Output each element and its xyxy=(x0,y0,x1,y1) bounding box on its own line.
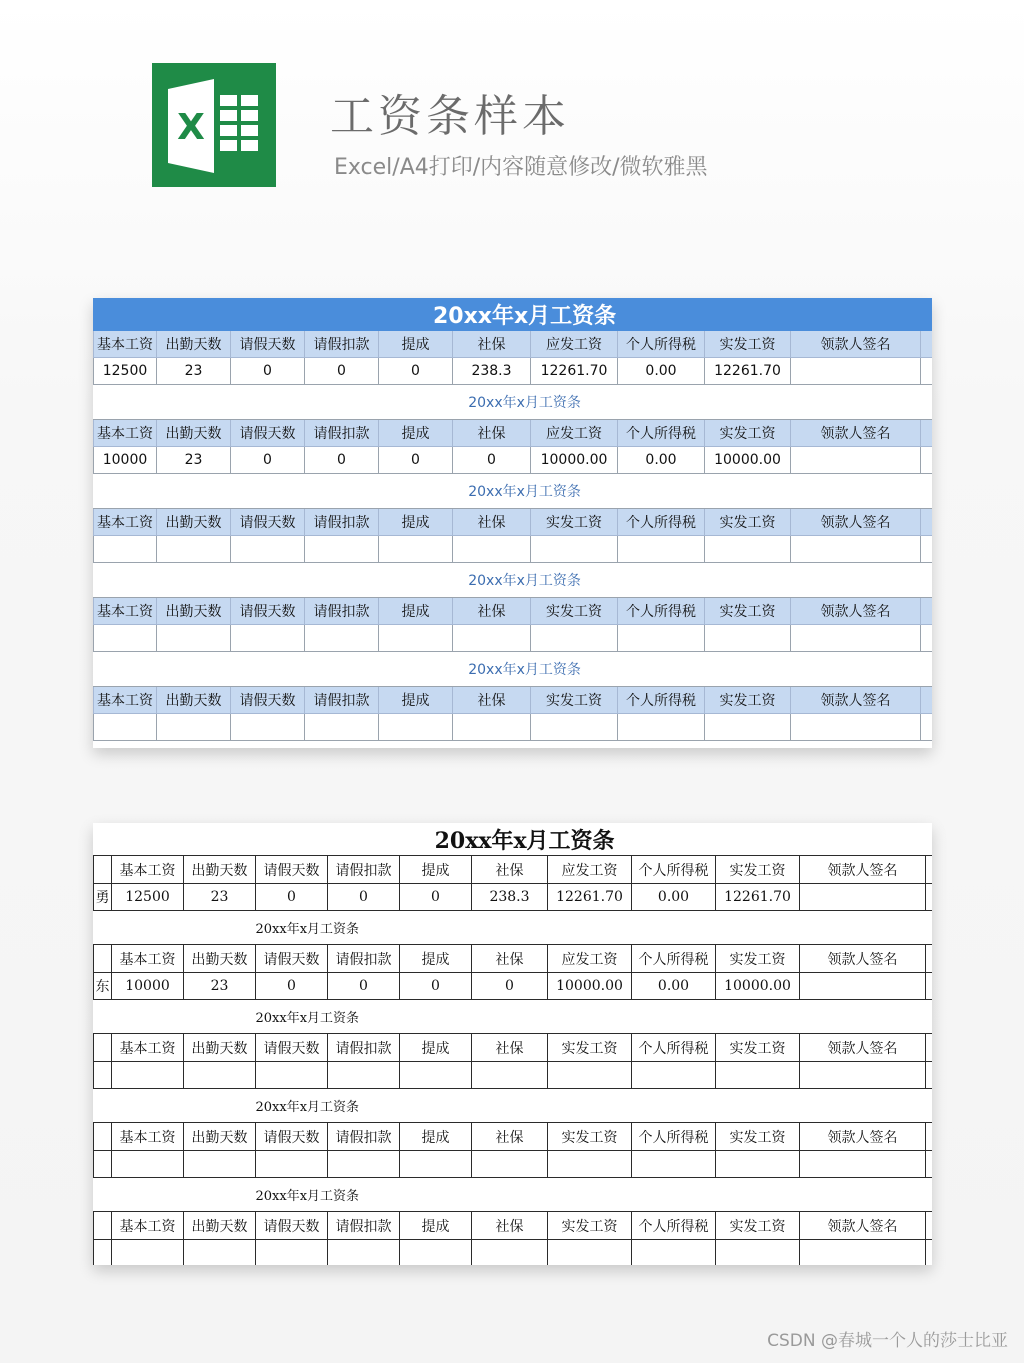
header-cell-empty xyxy=(926,1212,933,1240)
column-header: 个人所得税 xyxy=(618,598,705,625)
column-header: 实发工资 xyxy=(548,1212,632,1240)
data-cell xyxy=(618,714,705,741)
data-cell xyxy=(184,1240,256,1266)
data-cell: 0 xyxy=(400,973,472,1000)
data-cell xyxy=(705,625,791,652)
data-cell: 0.00 xyxy=(618,358,705,385)
column-header: 实发工资 xyxy=(548,1123,632,1151)
data-cell: 10000 xyxy=(112,973,184,1000)
data-cell xyxy=(305,625,379,652)
data-cell xyxy=(400,1151,472,1178)
header-cell-empty xyxy=(921,598,933,625)
column-header: 请假天数 xyxy=(256,1123,328,1151)
data-cell: 10000.00 xyxy=(705,447,791,474)
column-header: 出勤天数 xyxy=(184,1034,256,1062)
header-lead-empty xyxy=(94,856,112,884)
title-spacer xyxy=(94,911,256,945)
column-header: 实发工资 xyxy=(716,1034,800,1062)
column-header: 社保 xyxy=(453,687,531,714)
header-cell-empty xyxy=(921,687,933,714)
payslip-data-row xyxy=(94,358,933,385)
header-lead-empty xyxy=(94,945,112,973)
data-cell xyxy=(400,1240,472,1266)
column-header: 应发工资 xyxy=(548,856,632,884)
data-cell xyxy=(800,1062,926,1089)
column-header: 实发工资 xyxy=(531,509,618,536)
payslip-title-row xyxy=(94,652,933,687)
header-cell-empty xyxy=(926,1034,933,1062)
page-subtitle: Excel/A4打印/内容随意修改/微软雅黑 xyxy=(334,155,708,180)
data-cell: 10000 xyxy=(94,447,157,474)
column-header: 实发工资 xyxy=(705,687,791,714)
column-header: 社保 xyxy=(472,1034,548,1062)
data-cell xyxy=(472,1062,548,1089)
column-header: 请假天数 xyxy=(256,1212,328,1240)
data-cell: 0 xyxy=(328,884,400,911)
data-cell xyxy=(800,1151,926,1178)
payslip-data-row xyxy=(94,1062,933,1089)
column-header: 个人所得税 xyxy=(632,1034,716,1062)
column-header: 基本工资 xyxy=(94,687,157,714)
data-cell: 0 xyxy=(379,358,453,385)
column-header: 请假扣款 xyxy=(305,509,379,536)
payslip-data-row xyxy=(94,973,933,1000)
column-header: 领款人签名 xyxy=(791,420,921,447)
payslip-header-row xyxy=(94,856,933,884)
data-cell xyxy=(94,714,157,741)
column-header: 基本工资 xyxy=(112,856,184,884)
column-header: 社保 xyxy=(472,1123,548,1151)
column-header: 领款人签名 xyxy=(800,1034,926,1062)
data-cell xyxy=(472,1240,548,1266)
payslip-title-row xyxy=(94,1000,933,1034)
column-header: 提成 xyxy=(379,509,453,536)
data-cell-empty xyxy=(926,884,933,911)
data-cell: 10000.00 xyxy=(531,447,618,474)
data-cell xyxy=(328,1062,400,1089)
data-cell-empty xyxy=(926,1240,933,1266)
payslip-title: 20xx年x月工资条 xyxy=(94,563,933,598)
column-header: 社保 xyxy=(453,331,531,358)
column-header: 个人所得税 xyxy=(618,420,705,447)
data-cell xyxy=(328,1240,400,1266)
column-header: 提成 xyxy=(379,331,453,358)
column-header: 领款人签名 xyxy=(791,509,921,536)
data-cell: 0 xyxy=(231,447,305,474)
column-header: 请假扣款 xyxy=(305,331,379,358)
data-cell xyxy=(328,1151,400,1178)
column-header: 实发工资 xyxy=(716,1212,800,1240)
excel-logo-icon xyxy=(152,63,276,187)
header-lead-empty xyxy=(94,1034,112,1062)
name-cell-partial xyxy=(94,1151,112,1178)
payslip-title-row xyxy=(94,563,933,598)
data-cell: 0 xyxy=(400,884,472,911)
column-header: 社保 xyxy=(472,856,548,884)
data-cell: 12261.70 xyxy=(531,358,618,385)
data-cell xyxy=(531,625,618,652)
column-header: 提成 xyxy=(400,1123,472,1151)
payslip-sheet-blue xyxy=(93,298,932,748)
column-header: 提成 xyxy=(379,687,453,714)
column-header: 领款人签名 xyxy=(791,598,921,625)
payslip-header-row xyxy=(94,420,933,447)
payslip-data-row xyxy=(94,714,933,741)
title-spacer xyxy=(94,1089,256,1123)
data-cell: 0 xyxy=(472,973,548,1000)
data-cell xyxy=(256,1240,328,1266)
payslip-header-row xyxy=(94,687,933,714)
data-cell: 0 xyxy=(231,358,305,385)
payslip-title-row xyxy=(94,1178,933,1212)
column-header: 提成 xyxy=(400,1034,472,1062)
payslip-header-row xyxy=(94,945,933,973)
data-cell xyxy=(791,625,921,652)
payslip-title: 20xx年x月工资条 xyxy=(94,652,933,687)
payslip-header-row xyxy=(94,1123,933,1151)
data-cell: 238.3 xyxy=(453,358,531,385)
data-cell: 0 xyxy=(305,358,379,385)
column-header: 出勤天数 xyxy=(184,856,256,884)
data-cell xyxy=(453,625,531,652)
data-cell xyxy=(705,714,791,741)
column-header: 基本工资 xyxy=(94,420,157,447)
data-cell: 0 xyxy=(328,973,400,1000)
column-header: 实发工资 xyxy=(531,598,618,625)
data-cell xyxy=(716,1062,800,1089)
column-header: 社保 xyxy=(472,945,548,973)
payslip-header-row xyxy=(94,331,933,358)
payslip-title: 20xx年x月工资条 xyxy=(256,1000,933,1034)
column-header: 个人所得税 xyxy=(632,1212,716,1240)
column-header: 基本工资 xyxy=(112,945,184,973)
column-header: 应发工资 xyxy=(531,420,618,447)
payslip-title: 20xx年x月工资条 xyxy=(94,474,933,509)
payslip-table-blue xyxy=(93,298,932,741)
column-header: 提成 xyxy=(379,598,453,625)
data-cell xyxy=(632,1240,716,1266)
column-header: 请假天数 xyxy=(256,945,328,973)
data-cell xyxy=(791,536,921,563)
data-cell xyxy=(379,714,453,741)
header-cell-empty xyxy=(921,331,933,358)
watermark: CSDN @春城一个人的莎士比亚 xyxy=(767,1331,1008,1351)
data-cell xyxy=(453,714,531,741)
column-header: 个人所得税 xyxy=(632,856,716,884)
column-header: 基本工资 xyxy=(112,1034,184,1062)
column-header: 社保 xyxy=(453,420,531,447)
data-cell xyxy=(453,536,531,563)
data-cell xyxy=(632,1151,716,1178)
data-cell-empty xyxy=(921,358,933,385)
data-cell xyxy=(94,536,157,563)
column-header: 实发工资 xyxy=(705,509,791,536)
column-header: 请假扣款 xyxy=(305,598,379,625)
data-cell: 0 xyxy=(256,884,328,911)
column-header: 社保 xyxy=(453,509,531,536)
column-header: 基本工资 xyxy=(94,598,157,625)
data-cell xyxy=(256,1151,328,1178)
data-cell xyxy=(548,1240,632,1266)
payslip-data-row xyxy=(94,536,933,563)
column-header: 出勤天数 xyxy=(157,420,231,447)
data-cell-empty xyxy=(921,714,933,741)
data-cell xyxy=(112,1240,184,1266)
payslip-title: 20xx年x月工资条 xyxy=(94,823,933,856)
data-cell xyxy=(157,536,231,563)
data-cell xyxy=(716,1240,800,1266)
column-header: 请假天数 xyxy=(256,856,328,884)
data-cell xyxy=(791,358,921,385)
name-cell-partial: 勇 xyxy=(94,884,112,911)
header-lead-empty xyxy=(94,1212,112,1240)
column-header: 提成 xyxy=(400,945,472,973)
data-cell xyxy=(379,536,453,563)
column-header: 请假扣款 xyxy=(328,1212,400,1240)
payslip-sheet-plain xyxy=(93,823,932,1265)
data-cell xyxy=(112,1151,184,1178)
column-header: 社保 xyxy=(453,598,531,625)
column-header: 实发工资 xyxy=(716,1123,800,1151)
column-header: 领款人签名 xyxy=(800,856,926,884)
data-cell xyxy=(800,973,926,1000)
data-cell: 0.00 xyxy=(618,447,705,474)
column-header: 提成 xyxy=(379,420,453,447)
data-cell: 12261.70 xyxy=(548,884,632,911)
column-header: 请假天数 xyxy=(231,420,305,447)
column-header: 领款人签名 xyxy=(791,331,921,358)
header-cell-empty xyxy=(926,945,933,973)
data-cell-empty xyxy=(921,447,933,474)
data-cell-empty xyxy=(921,536,933,563)
payslip-table-plain xyxy=(93,823,932,1265)
column-header: 实发工资 xyxy=(705,331,791,358)
data-cell: 0 xyxy=(453,447,531,474)
data-cell: 0.00 xyxy=(632,884,716,911)
column-header: 实发工资 xyxy=(548,1034,632,1062)
column-header: 基本工资 xyxy=(112,1123,184,1151)
name-cell-partial: 东 xyxy=(94,973,112,1000)
data-cell: 0 xyxy=(305,447,379,474)
data-cell xyxy=(800,884,926,911)
name-cell-partial xyxy=(94,1240,112,1266)
header-cell-empty xyxy=(926,856,933,884)
data-cell xyxy=(256,1062,328,1089)
data-cell xyxy=(231,625,305,652)
column-header: 实发工资 xyxy=(705,598,791,625)
column-header: 实发工资 xyxy=(705,420,791,447)
payslip-title-row xyxy=(94,474,933,509)
column-header: 应发工资 xyxy=(548,945,632,973)
payslip-data-row xyxy=(94,1240,933,1266)
payslip-header-row xyxy=(94,598,933,625)
column-header: 请假扣款 xyxy=(305,420,379,447)
column-header: 出勤天数 xyxy=(184,1123,256,1151)
column-header: 个人所得税 xyxy=(618,687,705,714)
data-cell xyxy=(531,714,618,741)
column-header: 个人所得税 xyxy=(618,509,705,536)
data-cell xyxy=(157,625,231,652)
column-header: 社保 xyxy=(472,1212,548,1240)
payslip-header-row xyxy=(94,509,933,536)
column-header: 基本工资 xyxy=(94,331,157,358)
payslip-header-row xyxy=(94,1034,933,1062)
data-cell xyxy=(705,536,791,563)
data-cell: 10000.00 xyxy=(548,973,632,1000)
column-header: 基本工资 xyxy=(94,509,157,536)
payslip-data-row xyxy=(94,1151,933,1178)
column-header: 请假扣款 xyxy=(305,687,379,714)
column-header: 请假扣款 xyxy=(328,945,400,973)
column-header: 提成 xyxy=(400,1212,472,1240)
data-cell xyxy=(157,714,231,741)
payslip-title: 20xx年x月工资条 xyxy=(94,385,933,420)
column-header: 领款人签名 xyxy=(800,1123,926,1151)
column-header: 基本工资 xyxy=(112,1212,184,1240)
column-header: 实发工资 xyxy=(531,687,618,714)
column-header: 个人所得税 xyxy=(632,945,716,973)
data-cell xyxy=(791,447,921,474)
column-header: 请假天数 xyxy=(231,509,305,536)
header-lead-empty xyxy=(94,1123,112,1151)
column-header: 出勤天数 xyxy=(184,1212,256,1240)
data-cell: 23 xyxy=(184,973,256,1000)
data-cell-empty xyxy=(926,1151,933,1178)
header-cell-empty xyxy=(921,420,933,447)
data-cell: 23 xyxy=(157,358,231,385)
data-cell xyxy=(400,1062,472,1089)
data-cell xyxy=(231,536,305,563)
data-cell: 238.3 xyxy=(472,884,548,911)
payslip-title-row xyxy=(94,299,933,331)
data-cell: 12261.70 xyxy=(705,358,791,385)
column-header: 请假天数 xyxy=(256,1034,328,1062)
column-header: 出勤天数 xyxy=(157,331,231,358)
data-cell xyxy=(618,536,705,563)
column-header: 请假扣款 xyxy=(328,1123,400,1151)
column-header: 领款人签名 xyxy=(800,1212,926,1240)
data-cell-empty xyxy=(921,625,933,652)
column-header: 领款人签名 xyxy=(800,945,926,973)
column-header: 应发工资 xyxy=(531,331,618,358)
payslip-title: 20xx年x月工资条 xyxy=(256,1089,933,1123)
column-header: 实发工资 xyxy=(716,945,800,973)
data-cell xyxy=(800,1240,926,1266)
data-cell: 0 xyxy=(379,447,453,474)
payslip-title-row xyxy=(94,823,933,856)
column-header: 请假天数 xyxy=(231,331,305,358)
payslip-title: 20xx年x月工资条 xyxy=(256,911,933,945)
column-header: 出勤天数 xyxy=(157,598,231,625)
column-header: 请假天数 xyxy=(231,598,305,625)
data-cell: 23 xyxy=(184,884,256,911)
data-cell xyxy=(94,625,157,652)
payslip-header-row xyxy=(94,1212,933,1240)
data-cell xyxy=(791,714,921,741)
data-cell xyxy=(548,1062,632,1089)
header-cell-empty xyxy=(926,1123,933,1151)
column-header: 请假扣款 xyxy=(328,856,400,884)
data-cell: 12261.70 xyxy=(716,884,800,911)
data-cell-empty xyxy=(926,1062,933,1089)
data-cell xyxy=(632,1062,716,1089)
data-cell xyxy=(184,1062,256,1089)
column-header: 个人所得税 xyxy=(618,331,705,358)
data-cell xyxy=(472,1151,548,1178)
column-header: 出勤天数 xyxy=(184,945,256,973)
header-cell-empty xyxy=(921,509,933,536)
payslip-title-row xyxy=(94,911,933,945)
data-cell: 12500 xyxy=(94,358,157,385)
column-header: 个人所得税 xyxy=(632,1123,716,1151)
data-cell xyxy=(231,714,305,741)
column-header: 出勤天数 xyxy=(157,509,231,536)
data-cell: 12500 xyxy=(112,884,184,911)
payslip-title: 20xx年x月工资条 xyxy=(94,299,933,331)
payslip-title: 20xx年x月工资条 xyxy=(256,1178,933,1212)
title-spacer xyxy=(94,1178,256,1212)
data-cell xyxy=(305,536,379,563)
column-header: 提成 xyxy=(400,856,472,884)
data-cell: 23 xyxy=(157,447,231,474)
column-header: 出勤天数 xyxy=(157,687,231,714)
page-title: 工资条样本 xyxy=(330,91,570,142)
data-cell xyxy=(548,1151,632,1178)
data-cell xyxy=(379,625,453,652)
payslip-title-row xyxy=(94,1089,933,1123)
column-header: 实发工资 xyxy=(716,856,800,884)
column-header: 请假扣款 xyxy=(328,1034,400,1062)
payslip-data-row xyxy=(94,625,933,652)
column-header: 请假天数 xyxy=(231,687,305,714)
column-header: 领款人签名 xyxy=(791,687,921,714)
data-cell xyxy=(618,625,705,652)
data-cell-empty xyxy=(926,973,933,1000)
name-cell-partial xyxy=(94,1062,112,1089)
payslip-title-row xyxy=(94,385,933,420)
data-cell: 0 xyxy=(256,973,328,1000)
data-cell xyxy=(531,536,618,563)
data-cell: 10000.00 xyxy=(716,973,800,1000)
svg-text:X: X xyxy=(177,107,205,148)
title-spacer xyxy=(94,1000,256,1034)
data-cell: 0.00 xyxy=(632,973,716,1000)
payslip-data-row xyxy=(94,447,933,474)
data-cell xyxy=(716,1151,800,1178)
data-cell xyxy=(305,714,379,741)
data-cell xyxy=(184,1151,256,1178)
payslip-data-row xyxy=(94,884,933,911)
data-cell xyxy=(112,1062,184,1089)
